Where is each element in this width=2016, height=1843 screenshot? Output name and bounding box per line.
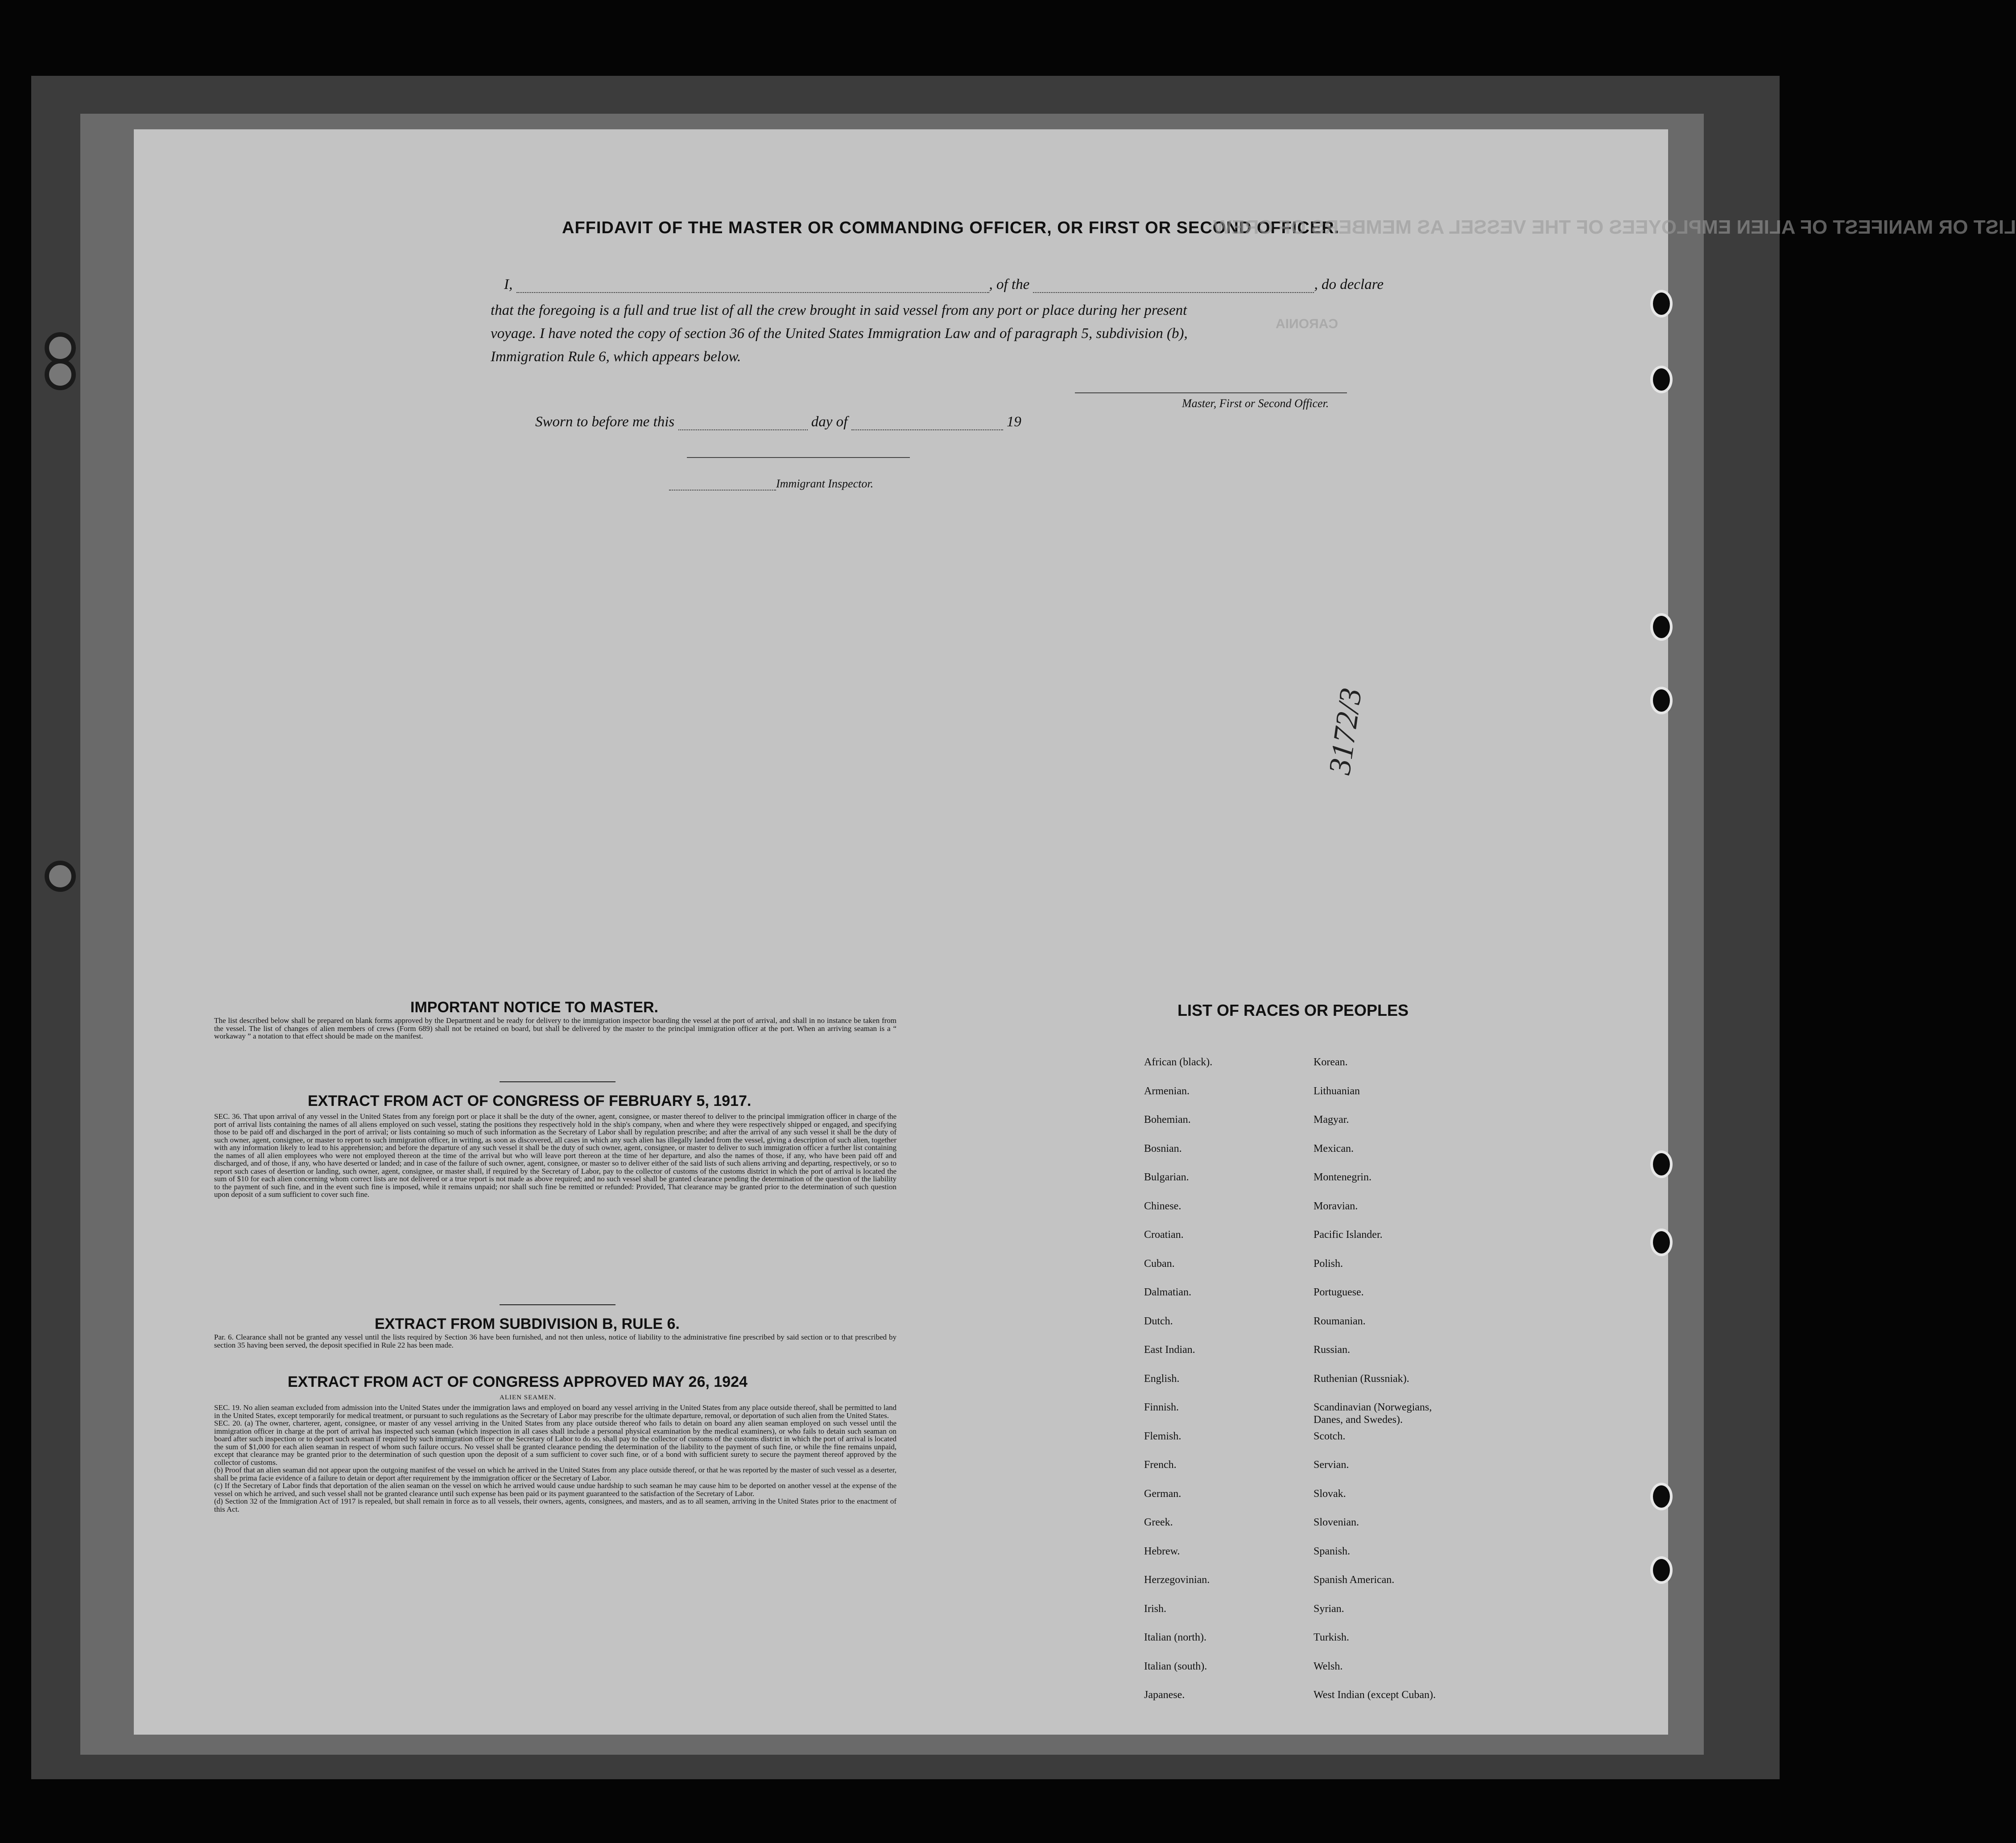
extract-rule6-body: Par. 6. Clearance shall not be granted any vessel until the lists required by Section 36 have been furnished, and not then unless, notice of liability to the administrative fine prescribed by said section or to that prescribed by section 35 having been served, the deposit specified in Rule 22 has been made. <box>214 1333 896 1349</box>
affidavit-line-1 <box>504 276 1384 293</box>
master-signature-label: Master, First or Second Officer. <box>1182 397 1329 410</box>
document-page <box>134 129 2016 1735</box>
race-item: Moravian. <box>1314 1200 1358 1212</box>
sworn-text: Sworn to before me this <box>535 414 675 430</box>
notice-title: IMPORTANT NOTICE TO MASTER. <box>410 999 658 1016</box>
race-item: Japanese. <box>1144 1689 1185 1701</box>
extract-1917-title: EXTRACT FROM ACT OF CONGRESS OF FEBRUARY 5, 1917. <box>308 1093 752 1109</box>
inspector-label: Immigrant Inspector. <box>669 477 873 491</box>
binder-ring-icon <box>45 861 76 892</box>
race-item: Mexican. <box>1314 1142 1354 1154</box>
sworn-month-field[interactable] <box>851 418 1003 430</box>
extract-1917-body: SEC. 36. That upon arrival of any vessel in the United States from any foreign port or place it shall be the duty of the owner, agent, consignee, or master thereof to deliver to the principal immigration officer in charge of the port of arrival lists containing the names of all aliens employed on such vessel, stating the positions they respectively hold in the ship's company, when and where they were respectively shipped or engaged, and specifying those to be paid off and discharged in the port of arrival; or lists containing so much of such information as the Secretary of Labor shall by regulation prescribe; and after the arrival of any such vessel it shall be the duty of such owner, agent, consignee, or master to report to such immigration officer, in writing, as soon as discovered, all cases in which any such alien has illegally landed from the vessel, giving a description of such alien, together with any information likely to lead to his apprehension; and before the departure of any such vessel it shall be the duty of such owner, agent, consignee, or master to deliver to such immigration officer a further list containing the names of all alien employees who were not employed thereon at the time of the arrival but who will leave port thereon at the time of her departure, and also the names of those, if any, who have been paid off and discharged, and of those, if any, who have deserted or landed; and in case of the failure of such owner, agent, consignee, or master so to deliver either of the said lists of such aliens arriving and departing, respectively, or so to report such cases of desertion or landing, such owner, agent, consignee, or master shall, if required by the Secretary of Labor, pay to the collector of customs of the customs district in which the port of arrival is located the sum of $10 for each alien concerning whom correct lists are not delivered or a true report is not made as above required; and no such vessel shall be granted clearance pending the determination of the question of the liability to the payment of such fine, and in the event such fine is imposed, while it remains unpaid; nor shall such fine be remitted or refunded: Provided, That clearance may be granted prior to the determination of such question upon deposit of a sum sufficient to cover such fine. <box>214 1112 896 1199</box>
affidavit-declare: , do declare <box>1314 276 1384 293</box>
master-signature-line[interactable] <box>1075 392 1347 393</box>
punch-hole-icon <box>1650 613 1673 641</box>
race-item: Polish. <box>1314 1258 1343 1270</box>
divider <box>500 1304 616 1305</box>
bleedthrough-text: LIST OR MANIFEST OF ALIEN EMPLOYEES OF THE VESSEL AS MEMBERS OF CREW <box>1213 216 2016 238</box>
race-item: Bulgarian. <box>1144 1171 1189 1183</box>
race-item: English. <box>1144 1373 1180 1385</box>
race-item: Spanish. <box>1314 1545 1351 1557</box>
punch-hole-icon <box>1650 366 1673 393</box>
race-item: Slovenian. <box>1314 1517 1359 1528</box>
race-item: Dalmatian. <box>1144 1286 1191 1298</box>
race-item: Italian (south). <box>1144 1660 1207 1672</box>
notice-body: The list described below shall be prepared on blank forms approved by the Department and be ready for delivery to the immigration inspector boarding the vessel at the port of arrival, and shall in no instance be taken from the vessel. The list of changes of alien members of crews (Form 689) shall not be retained on board, but shall be delivered by the master to the principal immigration officer at the port. When an arriving seaman is a “ workaway ” a notation to that effect should be made on the manifest. <box>214 1016 896 1040</box>
race-item: Pacific Islander. <box>1314 1229 1383 1241</box>
race-item: Slovak. <box>1314 1488 1346 1500</box>
race-item: Dutch. <box>1144 1315 1173 1327</box>
race-item: Scandinavian (Norwegians, Danes, and Swedes). <box>1314 1402 1432 1426</box>
race-item: Irish. <box>1144 1603 1166 1615</box>
race-item: Roumanian. <box>1314 1315 1366 1327</box>
race-item: Cuban. <box>1144 1258 1175 1270</box>
race-item: Scotch. <box>1314 1430 1346 1442</box>
affidavit-i: I, <box>504 276 513 293</box>
race-item: Magyar. <box>1314 1114 1349 1126</box>
affidavit-line-3: voyage. I have noted the copy of section 36 of the United States Immigration Law and of paragraph 5, subdivision (b), <box>491 326 1188 342</box>
race-item: Spanish American. <box>1314 1574 1395 1586</box>
race-item: East Indian. <box>1144 1344 1195 1356</box>
race-item: Portuguese. <box>1314 1286 1364 1298</box>
race-item: Croatian. <box>1144 1229 1184 1241</box>
race-item: Syrian. <box>1314 1603 1344 1615</box>
affidavit-of-the: , of the <box>989 276 1030 293</box>
race-item: West Indian (except Cuban). <box>1314 1689 1436 1701</box>
vessel-blank-field[interactable] <box>1033 280 1314 293</box>
race-item: Hebrew. <box>1144 1545 1180 1557</box>
sworn-line <box>535 414 1021 430</box>
extract-1924-title: EXTRACT FROM ACT OF CONGRESS APPROVED MAY 26, 1924 <box>288 1373 748 1390</box>
race-item: Russian. <box>1314 1344 1351 1356</box>
punch-hole-icon <box>1650 1150 1673 1178</box>
race-item: Greek. <box>1144 1517 1173 1528</box>
extract-rule6-title: EXTRACT FROM SUBDIVISION B, RULE 6. <box>375 1315 680 1332</box>
year-prefix: 19 <box>1006 414 1021 430</box>
race-item: Ruthenian (Russniak). <box>1314 1373 1409 1385</box>
extract-1924-subtitle: ALIEN SEAMEN. <box>500 1394 557 1401</box>
punch-hole-icon <box>1650 1556 1673 1584</box>
race-item: Lithuanian <box>1314 1085 1360 1097</box>
name-blank-field[interactable] <box>516 280 989 293</box>
affidavit-line-4: Immigration Rule 6, which appears below. <box>491 349 741 365</box>
punch-hole-icon <box>1650 1483 1673 1510</box>
punch-hole-icon <box>1650 1229 1673 1256</box>
affidavit-title: AFFIDAVIT OF THE MASTER OR COMMANDING OFFICER, OR FIRST OR SECOND OFFICER. <box>562 219 1340 237</box>
day-of-text: day of <box>811 414 848 430</box>
extract-1924-body: SEC. 19. No alien seaman excluded from admission into the United States under the immigration laws and employed on board any vessel arriving in the United States from any place outside thereof, shall be permitted to land in the United States, except temporarily for medical treatment, or pursuant to such regulations as the Secretary of Labor may prescribe for the ultimate departure, removal, or deportation of such alien from the United States. SEC. 20. (a) The owner, charterer, agent, consignee, or master of any vessel arriving in the United States from any place outside thereof who fails to detain on board any alien seaman employed on such vessel until the immigration officer in charge at the port of arrival has inspected such seaman (which inspection in all cases shall include a personal physical examination by the medical examiners), or who fails to detain such seaman on board after such inspection or to deport such seaman if required by such immigration officer or the Secretary of Labor to do so, shall pay to the collector of customs of the customs district in which the port of arrival is located the sum of $1,000 for each alien seaman in respect of whom such failure occurs. No vessel shall be granted clearance pending the determination of the liability to the payment of such fine, or while the fine remains unpaid, except that clearance may be granted prior to the determination of such question upon the deposit of a sum sufficient to cover such fine, or of a bond with sufficient surety to secure the payment thereof approved by the collector of customs. (b) Proof that an alien seaman did not appear upon the outgoing manifest of the vessel on which he arrived in the United States from any place outside thereof, or that he was reported by the master of such vessel as a deserter, shall be prima facie evidence of a failure to detain or deport after requirement by the immigration officer or the Secretary of Labor. (c) If the Secretary of Labor finds that deportation of the alien seaman on the vessel on which he arrived would cause undue hardship to such seaman he may cause him to be deported on another vessel at the expense of the vessel on which he arrived, and such vessel shall not be granted clearance until such expense has been paid or its payment guaranteed to the satisfaction of the Secretary of Labor. (d) Section 32 of the Immigration Act of 1917 is repealed, but shall remain in force as to all vessels, their owners, agents, consignees, and masters, and as to all seamen, arriving in the United States prior to the enactment of this Act. <box>214 1403 896 1513</box>
race-item: Bohemian. <box>1144 1114 1191 1126</box>
sworn-day-field[interactable] <box>678 418 808 430</box>
punch-hole-icon <box>1650 290 1673 317</box>
race-item: Armenian. <box>1144 1085 1190 1097</box>
race-item: Herzegovinian. <box>1144 1574 1210 1586</box>
punch-hole-icon <box>1650 687 1673 714</box>
handwritten-notation: 3172/3 <box>1322 686 1369 777</box>
affidavit-line-2: that the foregoing is a full and true list of all the crew brought in said vessel from any port or place during her present <box>491 302 1187 318</box>
race-item: Servian. <box>1314 1459 1349 1471</box>
race-item: Chinese. <box>1144 1200 1182 1212</box>
bleedthrough-text: CARONIA <box>1276 317 1338 331</box>
race-item: Italian (north). <box>1144 1632 1206 1643</box>
race-item: German. <box>1144 1488 1182 1500</box>
race-item: French. <box>1144 1459 1177 1471</box>
race-item: Bosnian. <box>1144 1142 1182 1154</box>
races-title: LIST OF RACES OR PEOPLES <box>1177 1001 1409 1019</box>
inspector-signature-line[interactable] <box>687 457 910 458</box>
race-item: Montenegrin. <box>1314 1171 1372 1183</box>
binder-ring-icon <box>45 359 76 390</box>
race-item: Korean. <box>1314 1056 1348 1068</box>
race-item: Welsh. <box>1314 1660 1343 1672</box>
divider <box>500 1081 616 1082</box>
race-item: Turkish. <box>1314 1632 1349 1643</box>
race-item: Flemish. <box>1144 1430 1182 1442</box>
race-item: African (black). <box>1144 1056 1213 1068</box>
race-item: Finnish. <box>1144 1402 1179 1413</box>
